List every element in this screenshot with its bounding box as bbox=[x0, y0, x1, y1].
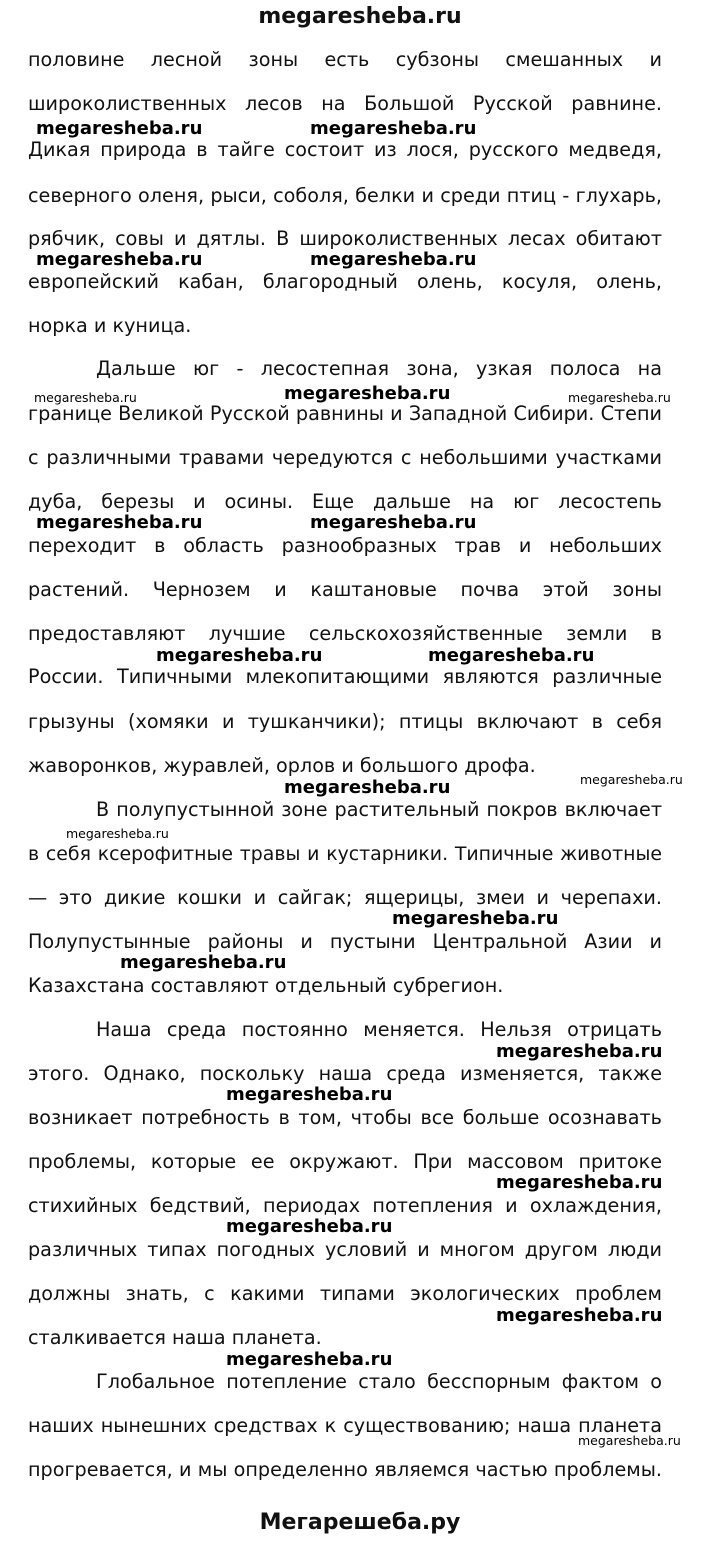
watermark: megaresheba.ru bbox=[156, 645, 323, 666]
watermark: megaresheba.ru bbox=[310, 249, 477, 270]
watermark: megaresheba.ru bbox=[580, 772, 683, 787]
text-line: широколиственных лесов на Большой Русской равнине. bbox=[28, 92, 662, 115]
header-site-name: megaresheba.ru bbox=[258, 4, 462, 29]
watermark: megaresheba.ru bbox=[226, 1084, 393, 1105]
watermark: megaresheba.ru bbox=[284, 383, 451, 404]
text-line: Наша среда постоянно меняется. Нельзя отрицать bbox=[96, 1018, 662, 1041]
text-line: дуба, березы и осины. Еще дальше на юг лесостепь bbox=[28, 490, 662, 513]
watermark: megaresheba.ru bbox=[568, 390, 671, 405]
text-line: границе Великой Русской равнины и Западной Сибири. Степи bbox=[28, 402, 662, 425]
text-line: в себя ксерофитные травы и кустарники. Типичные животные bbox=[28, 843, 662, 865]
watermark: megaresheba.ru bbox=[36, 118, 203, 139]
text-line: этого. Однако, поскольку наша среда изменяется, также bbox=[28, 1062, 662, 1085]
text-line: прогревается, и мы определенно являемся частью проблемы. bbox=[28, 1458, 662, 1481]
watermark: megaresheba.ru bbox=[392, 908, 559, 929]
text-line: Дальше юг - лесостепная зона, узкая полоса на bbox=[96, 357, 662, 380]
text-line: предоставляют лучшие сельскохозяйственные земли в bbox=[28, 622, 662, 645]
watermark: megaresheba.ru bbox=[496, 1172, 663, 1193]
text-line: европейский кабан, благородный олень, косуля, олень, bbox=[28, 270, 662, 293]
text-line: Дикая природа в тайге состоит из лося, русского медведя, bbox=[28, 138, 662, 161]
watermark: megaresheba.ru bbox=[66, 826, 169, 841]
watermark: megaresheba.ru bbox=[310, 118, 477, 139]
text-line: сталкивается наша планета. bbox=[28, 1326, 322, 1349]
text-line: В полупустынной зоне растительный покров включает bbox=[96, 798, 662, 821]
text-line: половине лесной зоны есть субзоны смешанных и bbox=[28, 48, 662, 71]
watermark: megaresheba.ru bbox=[496, 1305, 663, 1326]
text-line: должны знать, с какими типами экологических проблем bbox=[28, 1282, 662, 1305]
text-line: России. Типичными млекопитающими являются различные bbox=[28, 665, 662, 688]
watermark: megaresheba.ru bbox=[496, 1041, 663, 1062]
text-line: стихийных бедствий, периодах потепления и охлаждения, bbox=[28, 1194, 662, 1217]
text-line: северного оленя, рыси, соболя, белки и среди птиц - глухарь, bbox=[28, 184, 662, 207]
watermark: megaresheba.ru bbox=[284, 777, 451, 798]
footer-site-name: Мегарешеба.ру bbox=[259, 1510, 461, 1535]
text-line: с различными травами чередуются с небольшими участками bbox=[28, 446, 662, 469]
watermark: megaresheba.ru bbox=[578, 1433, 681, 1448]
text-line: Казахстана составляют отдельный субрегион. bbox=[28, 974, 504, 997]
watermark: megaresheba.ru bbox=[310, 512, 477, 533]
text-line: — это дикие кошки и сайгак; ящерицы, змеи и черепахи. bbox=[28, 886, 662, 909]
text-line: рябчик, совы и дятлы. В широколиственных лесах обитают bbox=[28, 227, 662, 250]
text-line: переходит в область разнообразных трав и небольших bbox=[28, 534, 662, 557]
watermark: megaresheba.ru bbox=[428, 645, 595, 666]
watermark: megaresheba.ru bbox=[34, 390, 137, 405]
text-line: норка и куница. bbox=[28, 314, 192, 337]
text-line: возникает потребность в том, чтобы все больше осознавать bbox=[28, 1106, 662, 1129]
text-line: растений. Чернозем и каштановые почва этой зоны bbox=[28, 578, 662, 601]
text-line: жаворонков, журавлей, орлов и большого дрофа. bbox=[28, 754, 536, 777]
text-line: различных типах погодных условий и многом другом люди bbox=[28, 1238, 662, 1261]
watermark: megaresheba.ru bbox=[226, 1216, 393, 1237]
text-line: Глобальное потепление стало бесспорным фактом о bbox=[96, 1370, 662, 1393]
watermark: megaresheba.ru bbox=[120, 952, 287, 973]
watermark: megaresheba.ru bbox=[36, 249, 203, 270]
text-line: проблемы, которые ее окружают. При массовом притоке bbox=[28, 1150, 662, 1173]
text-line: грызуны (хомяки и тушканчики); птицы включают в себя bbox=[28, 710, 662, 733]
text-line: наших нынешних средствах к существованию; наша планета bbox=[28, 1414, 662, 1437]
watermark: megaresheba.ru bbox=[226, 1349, 393, 1370]
watermark: megaresheba.ru bbox=[36, 512, 203, 533]
text-line: Полупустынные районы и пустыни Центральной Азии и bbox=[28, 930, 662, 953]
